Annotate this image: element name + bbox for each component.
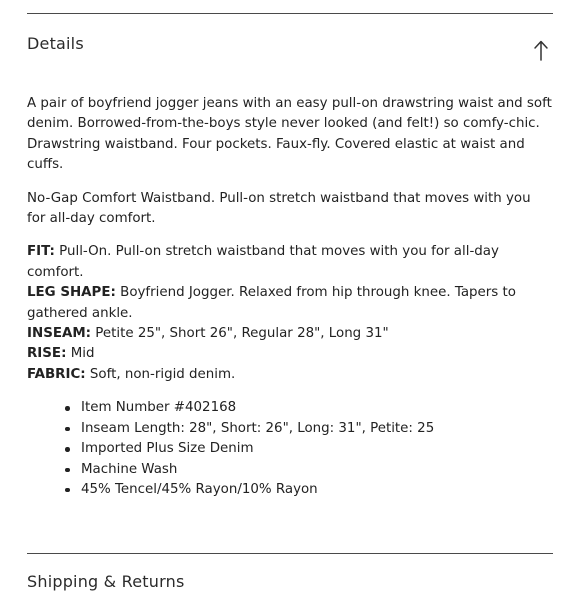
shipping-returns-accordion-header[interactable]: Shipping & Returns <box>27 572 185 591</box>
details-content <box>27 94 553 500</box>
details-title: Details <box>27 34 84 53</box>
spec-fit <box>27 242 553 283</box>
list-item: Item Number #402168 <box>81 398 553 418</box>
spec-label: FIT: <box>27 244 55 260</box>
spec-value: Mid <box>66 346 95 362</box>
product-description: A pair of boyfriend jogger jeans with an easy pull-on drawstring waist and soft denim. Borrowed-from-the-boys style never looked (and felt!) so comfy-chic. Drawstring waistband. Four pockets. Faux-fly. Covered elastic at waist and cuffs. <box>27 96 552 173</box>
spec-value: Boyfriend Jogger. Relaxed from hip through knee. Tapers to gathered ankle. <box>27 285 516 321</box>
list-item: Imported Plus Size Denim <box>81 439 553 459</box>
spec-leg-shape <box>27 283 553 324</box>
spec-inseam <box>27 324 553 344</box>
spec-fabric <box>27 365 553 385</box>
arrow-up-icon[interactable] <box>531 38 551 62</box>
list-item: Machine Wash <box>81 460 553 480</box>
spec-list <box>27 242 553 385</box>
feature-list <box>27 398 553 500</box>
spec-value: Soft, non-rigid denim. <box>85 366 236 382</box>
waistband-description: No-Gap Comfort Waistband. Pull-on stretch waistband that moves with you for all-day comfort. <box>27 190 531 227</box>
bottom-divider <box>27 553 553 554</box>
details-accordion-header[interactable] <box>27 30 553 64</box>
spec-label: FABRIC: <box>27 366 86 382</box>
list-item: 45% Tencel/45% Rayon/10% Rayon <box>81 480 553 500</box>
top-divider <box>27 13 553 14</box>
spec-label: RISE: <box>27 346 67 362</box>
spec-label: INSEAM: <box>27 326 92 342</box>
spec-value: Pull-On. Pull-on stretch waistband that moves with you for all-day comfort. <box>27 244 499 280</box>
list-item: Inseam Length: 28", Short: 26", Long: 31", Petite: 25 <box>81 419 553 439</box>
spec-rise <box>27 344 553 364</box>
spec-label: LEG SHAPE: <box>27 285 116 301</box>
spec-value: Petite 25", Short 26", Regular 28", Long 31" <box>91 326 389 342</box>
